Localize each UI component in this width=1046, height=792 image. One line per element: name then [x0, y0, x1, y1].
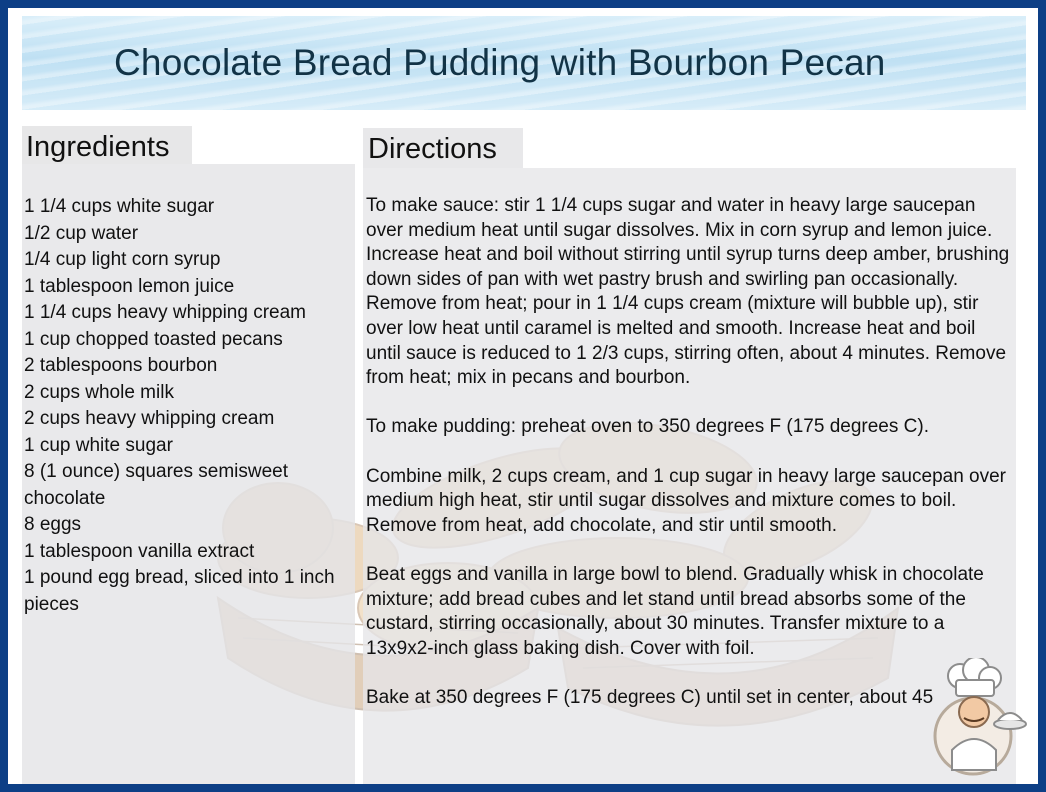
ingredient-item: 1/4 cup light corn syrup	[24, 249, 221, 270]
ingredient-item: 1 pound egg bread, sliced into 1 inch pieces	[24, 567, 335, 615]
ingredients-heading: Ingredients	[26, 131, 170, 163]
ingredient-item: 1 1/4 cups heavy whipping cream	[24, 302, 306, 323]
ingredient-item: 1/2 cup water	[24, 222, 139, 244]
ingredient-item: 8 eggs	[24, 514, 82, 535]
slide-frame	[8, 8, 1038, 784]
ingredient-item: 2 cups heavy whipping cream	[24, 408, 275, 429]
direction-step: Combine milk, 2 cups cream, and 1 cup sugar in heavy large saucepan over medium high heat, stir until sugar dissolves and mixture comes to boil. Remove from heat, add chocolate, and stir until smooth.	[366, 465, 1007, 536]
ingredients-list	[24, 194, 350, 618]
ingredient-item: 2 cups whole milk	[24, 381, 174, 403]
direction-step: Beat eggs and vanilla in large bowl to blend. Gradually whisk in chocolate mixture; add bread cubes and let stand until bread absorbs some of the custard, stirring occasionally, about 30 minutes. Transfer mixture to a 13x9x2-inch glass baking dish. Cover with foil.	[366, 563, 984, 659]
direction-step: To make pudding: preheat oven to 350 degrees F (175 degrees C).	[366, 416, 929, 438]
ingredient-item: 1 tablespoon vanilla extract	[24, 540, 255, 562]
title-banner	[22, 16, 1026, 110]
ingredient-item: 1 1/4 cups white sugar	[24, 196, 215, 217]
direction-step: Bake at 350 degrees F (175 degrees C) until set in center, about 45	[366, 686, 934, 708]
ingredient-item: 1 cup chopped toasted pecans	[24, 328, 283, 350]
chef-icon	[918, 658, 1028, 778]
directions-heading: Directions	[368, 133, 497, 165]
page-title: Chocolate Bread Pudding with Bourbon Pecan	[114, 42, 886, 83]
ingredient-item: 1 cup white sugar	[24, 434, 173, 456]
ingredient-item: 1 tablespoon lemon juice	[24, 275, 235, 297]
ingredient-item: 8 (1 ounce) squares semisweet chocolate	[24, 461, 289, 509]
direction-step: To make sauce: stir 1 1/4 cups sugar and water in heavy large saucepan over medium heat until sugar dissolves. Mix in corn syrup and lemon juice. Increase heat and boil without stirring until syrup turns deep amber, brushing down sides of pan with wet pastry brush and swirling pan occasionally. Remove from heat; pour in 1 1/4 cups cream (mixture will bubble up), stir over low heat until caramel is melted and smooth. Increase heat and boil until sauce is reduced to 1 2/3 cups, stirring often, about 4 minutes. Remove from heat; mix in pecans and bourbon.	[366, 195, 1010, 389]
directions-text	[366, 194, 1014, 735]
ingredient-item: 2 tablespoons bourbon	[24, 355, 218, 376]
